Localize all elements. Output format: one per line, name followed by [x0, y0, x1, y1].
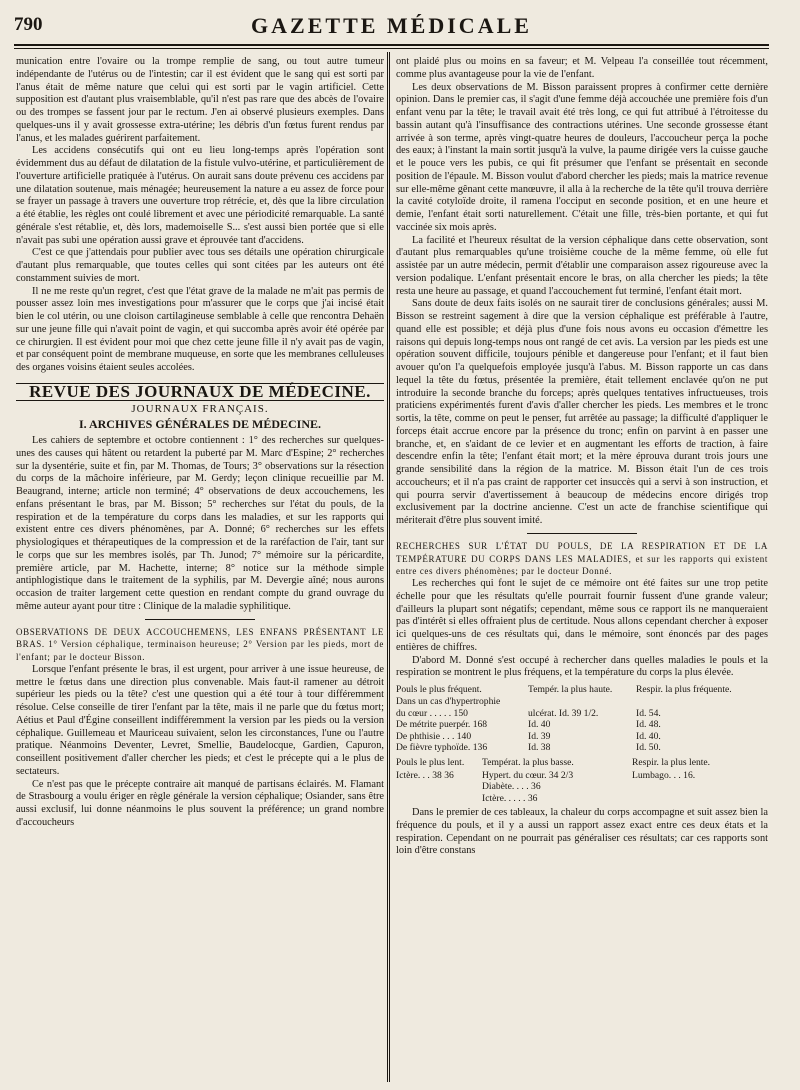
- table-cell: Hypert. du cœur. 34 2/3: [482, 769, 574, 781]
- archives-title: I. ARCHIVES GÉNÉRALES DE MÉDECINE.: [78, 417, 322, 432]
- paragraph: Les deux observations de M. Bisson paraissent propres à confirmer cette dernière opinion. Dans le premier cas, il s'agit d'une femme déjà accouchée une première fois d'un enfant venu par la tête; le travail avait été très long, ce qui fut attribué à l'étroitesse du bassin autant qu'à l'insuffisance des contractions utérines. Une seconde grossesse étant arrivée à son terme, après vingt-quatre heures de douleurs, l'accoucheur perça la poche des eaux; à l'instant la main sortit jusqu'à la vulve, la paume dirigée vers la cuisse gauche et le pouce vers les pubis, ce qui fit présumer que l'enfant se présentait en seconde position de l'épaule. M. Bisson voulut d'abord chercher les pieds; mais la matrice revenue sur elle-même gênant cette manœuvre, il alla à la recherche de la tête qu'il trouva derrière la cavité cotyloïde droite, il ramena l'occiput en seconde position, et en une heure et demie, l'enfant était sorti naturellement. C'était une fille, très-bien portante, et qui fut vaccinée six mois après.: [396, 81, 768, 233]
- table-cell: Id. 40: [528, 719, 551, 731]
- table-cell: Id. 39: [528, 730, 551, 742]
- table-cell: [396, 781, 482, 792]
- paragraph: Les accidens consécutifs qui ont eu lieu long-temps après l'opération sont évidemment dus au défaut de dilatation de la fistule vulvo-utérine, et particulièrement de l'ouverture artificielle pratiquée à l'utérus. On aurait sans doute prévenu ces accidens par une dilatation soutenue, mais ménagée; heureusement la nature a eu assez de force pour se frayer un passage à travers une ouverture trop rétrécie, et, dès que la libre circulation a été établie, les règles ont coulé librement et avec une périodicité remarquable. La santé générale s'est rétablie, et, dès lors, mademoiselle S... s'est aussi bien portée que si elle n'avait pas subi une opération aussi grave et éprouvée tant d'accidens.: [16, 145, 384, 246]
- table-cell: Lumbago. . . 16.: [632, 769, 696, 781]
- paragraph: C'est ce que j'attendais pour publier avec tous ses détails une opération chirurgicale d'autant plus remarquable, que toutes celles qui sont citées par les auteurs ont été constamment suivies de mort.: [16, 247, 384, 284]
- divider: [145, 619, 255, 620]
- page-number: 790: [14, 14, 43, 35]
- journal-title: GAZETTE MÉDICALE: [251, 13, 532, 38]
- table-row: [396, 719, 768, 730]
- table-header-cell: Pouls le plus lent.: [396, 757, 465, 769]
- divider: [527, 533, 637, 534]
- section-subtitle: JOURNAUX FRANÇAIS.: [131, 402, 269, 415]
- table-cell: Diabète. . . . 36: [482, 781, 541, 793]
- paragraph: Sans doute de deux faits isolés on ne saurait tirer de conclusions générales; aussi M. Bisson se restreint sagement à dire que la version céphalique est préférable à l'autre, quand elle est possible; et déjà plus d'une fois nous avons eu occasion d'émettre les raisons qui depuis long-temps nous ont rangé de cet avis. La version par les pieds est une opération souvent difficile, toujours pénible et dangereuse pour l'enfant; et il faut bien avouer qu'on l'a quelquefois employée jusqu'à l'abus. M. Bisson rapporte un cas dans lequel la tête du fœtus, présentée la première, était tellement enclavée qu'on ne put introduire la seconde branche du forceps; après quelques tentatives infructueuses, trois praticiens expérimentés furent d'avis d'aller chercher les pieds. Les membres et le tronc sortis, la tête, comme on peut le penser, fut arrêtée au passage; la difficulté d'appliquer le forceps était accrue encore par la présence du tronc; enfin on parvint à en passer une branche, et, en s'aidant de ce levier et en augmentant les efforts de traction, à faire descendre enfin la tête; l'enfant était mort; et la mère éprouva durant trois jours une grande sensibilité dans la région de la matrice. M. Bisson était l'un de ces trois accoucheurs; et il n'a pas craint de rapporter cet insuccès qui a servi à son instruction, et qui pourra servir d'avertissement à beaucoup de médecins encore dirigés trop exclusivement par la doctrine ancienne. C'est un acte de franchise scientifique qui mériterait d'être plus souvent imité.: [396, 298, 768, 526]
- table-header-cell: Respir. la plus fréquente.: [636, 684, 732, 695]
- table-cell: du cœur . . . . . 150: [396, 707, 468, 719]
- observations-heading: OBSERVATIONS DE DEUX ACCOUCHEMENS, LES ENFANS PRÉSENTANT LE BRAS. 1° Version céphalique, terminaison heureuse; 2° Version par les pieds, mort de l'enfant; par le docteur Bisson.: [16, 626, 384, 662]
- left-column: [16, 56, 384, 830]
- table-header-cell: Respir. la plus lente.: [632, 757, 711, 769]
- table-cell: De fièvre typhoïde. 136: [396, 742, 488, 754]
- table-row: [396, 708, 768, 719]
- table-cell: Id. 50.: [636, 742, 661, 754]
- table-row: [396, 770, 768, 781]
- table-row: [396, 781, 768, 792]
- table-row: [396, 742, 768, 753]
- table-cell: [636, 696, 758, 707]
- table-header-cell: Tempér. la plus haute.: [528, 684, 613, 695]
- column-divider: [387, 52, 390, 1082]
- table-header-cell: Pouls le plus fréquent.: [396, 684, 482, 695]
- paragraph: Ce n'est pas que le précepte contraire ait manqué de partisans éclairés. M. Flamant de Strasbourg a voulu ériger en règle générale la version céphalique; Osiander, sans être aussi exclusif, lui donne néanmoins le plus souvent la préférence; un grand nombre d'accoucheurs: [16, 778, 384, 828]
- table-cell: Ictère. . . 38 36: [396, 769, 454, 781]
- table-header: [396, 757, 768, 768]
- table-cell: Id. 40.: [636, 730, 661, 742]
- paragraph: Il ne me reste qu'un regret, c'est que l'état grave de la malade ne m'ait pas permis de pousser assez loin mes investigations pour m'assurer que le corps que j'ai incisé était bien le col utérin, ou une cloison cartilagineuse semblable à celle que rencontra Dehaën sur une jeune fille qui n'avait point de vagin, et qui succomba après avoir été opérée par ce chirurgien. Il est évident pour moi que chez cette jeune fille il n'y avait pas de vagin, et par conséquent point de membrane muqueuse, en sorte que les membranes celluleuses des organes voisins étaient seules accolées.: [16, 285, 384, 373]
- table-max-values: [396, 684, 768, 753]
- table-header-cell: Températ. la plus basse.: [482, 757, 574, 769]
- section-title: REVUE DES JOURNAUX DE MÉDECINE.: [16, 383, 384, 401]
- paragraph: ont plaidé plus ou moins en sa faveur; et M. Velpeau l'a conseillée tout récemment, comme plus avantageuse pour la vie de l'enfant.: [396, 56, 768, 80]
- table-cell: Id. 48.: [636, 719, 661, 731]
- research-heading: RECHERCHES SUR L'ÉTAT DU POULS, DE LA RESPIRATION ET DE LA TEMPÉRATURE DU CORPS DANS LES MALADIES, et sur les rapports qui existent entre ces divers phénomènes; par le docteur Donné.: [396, 540, 768, 577]
- table-cell: ulcérat. Id. 39 1/2.: [528, 707, 599, 719]
- table-cell: Id. 38: [528, 742, 551, 754]
- paragraph: La facilité et l'heureux résultat de la version céphalique dans cette observation, sont d'autant plus remarquables qu'une troisième couche de la même femme, où elle fut assistée par un autre médecin, permit d'établir une comparaison assez rigoureuse avec la version podalique. L'enfant présentait encore le bras, on alla chercher les pieds; la tête resta une heure au passage, et quand l'accouchement fut terminé, l'enfant était mort.: [396, 234, 768, 297]
- table-row: [396, 731, 768, 742]
- table-cell: [632, 793, 758, 804]
- table-row: [396, 793, 768, 804]
- table-cell: Id. 54.: [636, 707, 661, 719]
- table-cell: De phthisie . . . 140: [396, 730, 472, 742]
- paragraph: Lorsque l'enfant présente le bras, il est urgent, pour arriver à une issue heureuse, de mettre le fœtus dans une direction plus convenable. Mais faut-il ramener au détroit supérieur les pieds ou la tête? c'est une question qui a été tour à tour différemment résolue. Celse conseille de tirer l'enfant par la tête, mais il ne parle que du fœtus mort; Aétius et Paul d'Égine conseillent indifféremment la version par les pieds ou la version céphalique. Guillemeau et Mauriceau suivaient, selon les circonstances, l'une ou l'autre pratique. Néanmoins Deventer, Levret, Smellie, Baudelocque, Gardien, Capuron, conseillent positivement d'aller chercher les pieds; et c'est le précepte qui a le plus de sectateurs.: [16, 663, 384, 777]
- table-row: [396, 696, 768, 707]
- page-header: [14, 8, 769, 42]
- table-cell: Ictère. . . . . 36: [482, 792, 538, 804]
- paragraph: Les recherches qui font le sujet de ce mémoire ont été faites sur une trop petite échelle pour que les résultats qu'elle pourrait fournir fussent d'une grande valeur; d'ailleurs la plupart sont négatifs; cependant, même sous ce rapport ils ne manqueraient pas d'intérêt si elles offraient plus de certitude. Nous allons cependant chercher à exposer ici quelques-uns de ces résultats qui, dans le mémoire, sont énoncés par des pages entières de chiffres.: [396, 578, 768, 653]
- table-cell: [528, 696, 636, 707]
- table-min-values: [396, 757, 768, 804]
- table-header: [396, 684, 768, 695]
- table-cell: De métrite puerpér. 168: [396, 719, 488, 731]
- paragraph: Dans le premier de ces tableaux, la chaleur du corps accompagne et suit assez bien la fréquence du pouls, et il y a aussi un rapport assez exact entre ces deux états et la respiration. Cependant on ne pourrait pas généraliser ces résultats; car ces rapports sont loin d'être constans: [396, 807, 768, 857]
- table-cell: [632, 781, 758, 792]
- right-column: [396, 56, 768, 858]
- table-cell: Dans un cas d'hypertrophie: [396, 696, 501, 708]
- paragraph: D'abord M. Donné s'est occupé à rechercher dans quelles maladies le pouls et la respiration se montrent le plus fréquens, et la température du corps la plus élevée.: [396, 654, 768, 679]
- header-rule: [14, 44, 769, 46]
- header-rule-thin: [14, 48, 769, 49]
- archives-paragraph: Les cahiers de septembre et octobre contiennent : 1° des recherches sur quelques-unes des causes qui hâtent ou retardent la puberté par M. Marc d'Espine; 2° recherches sur la dysentérie, suite et fin, par M. Thomas, de Tours; 3° observations sur la résection du corps de la mâchoire inférieure, par M. Gerdy; leçon clinique recueillie par M. Beaugrand, interne; article non terminé; 4° observations de deux accouchemens, les enfans présentant le bras, par M. Bisson; 5° recherches sur l'état du pouls, de la respiration et de la température du corps dans les maladies, et sur les rapports qui existent entre ces divers phénomènes, par A. Donné; 6° recherches sur les effets physiologiques et thérapeutiques de la compression et de la raréfaction de l'air, tant sur le corps que sur les membres isolés, par Th. Junod; 7° mémoire sur la péricardite, première article, par M. Hachette, interne; 8° notice sur la méthode simple antiphlogistique dans le traitement de la syphilis, par M. Devergie aîné; nous aurons occasion de traiter largement cette question en rendant compte du grand ouvrage du même auteur ayant pour titre : Clinique de la maladie syphilitique.: [16, 435, 384, 612]
- paragraph: munication entre l'ovaire ou la trompe remplie de sang, ou tout autre tumeur indépendante de l'utérus ou de l'intestin; car il est évident que le sang qui est sorti par l'anus était de même nature que celui qui est sorti par le vagin artificiel. Cette supposition est d'autant plus vraisemblable, qu'il n'est pas rare que des abcès de l'ovaire ou des trompes se fassent jour par le rectum. J'en ai observé plusieurs exemples. Dans quelques-uns il y avait grossesse extra-utérine; les débris d'un fœtus furent rendus par l'anus, et les malades guérirent parfaitement.: [16, 56, 384, 144]
- table-cell: [396, 793, 482, 804]
